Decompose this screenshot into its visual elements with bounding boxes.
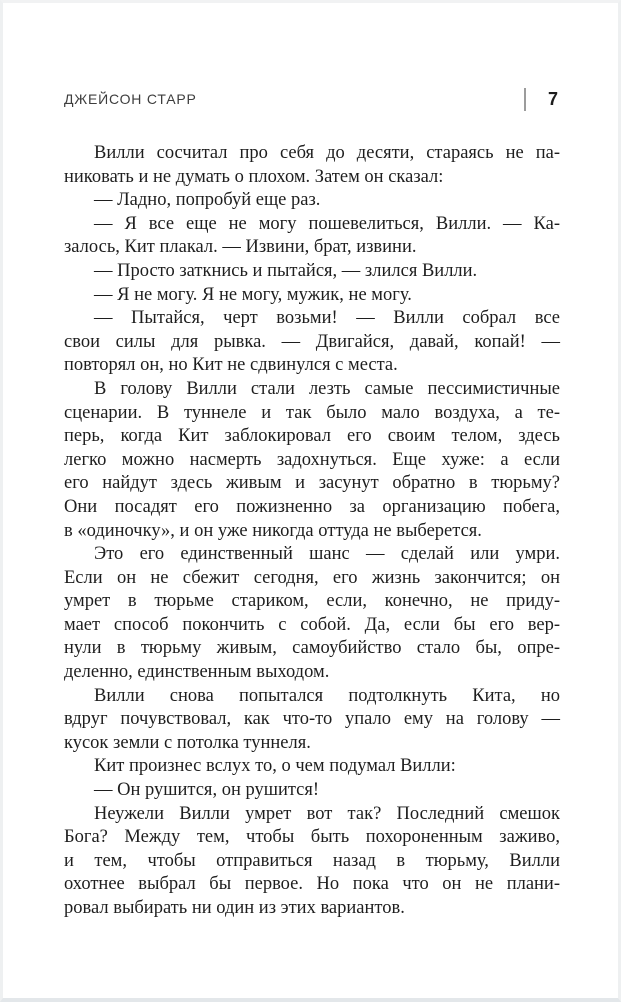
paragraph — [64, 779, 560, 803]
paragraph — [64, 803, 560, 921]
text-line: Кит произнес вслух то, о чем подумал Вилли: — [94, 756, 456, 777]
text-line: сценарии. В туннеле и так было мало воздуха, а те- — [64, 402, 560, 423]
header-author: ДЖЕЙСОН СТАРР — [64, 91, 197, 107]
text-line: повторял он, но Кит не сдвинулся с места. — [64, 355, 398, 376]
text-line: Вилли снова попытался подтолкнуть Кита, но — [94, 685, 560, 706]
paragraph — [64, 284, 560, 308]
text-line: нули в тюрьму живым, самоубийство стало бы, опре- — [64, 638, 560, 659]
text-line: Если он не сбежит сегодня, его жизнь закончится; он — [64, 567, 560, 588]
page-number-group — [524, 88, 558, 111]
text-line: залось, Кит плакал. — Извини, брат, извини. — [64, 237, 417, 258]
paragraph — [64, 543, 560, 685]
text-line: Они посадят его пожизненно за организацию побега, — [64, 496, 560, 517]
paragraph — [64, 755, 560, 779]
page-number-divider — [524, 88, 526, 111]
text-line: — Я не могу. Я не могу, мужик, не могу. — [94, 284, 412, 305]
page-number: 7 — [547, 88, 558, 109]
text-line: свои силы для рывка. — Двигайся, давай, копай! — — [64, 331, 560, 352]
text-line: мает способ покончить с собой. Да, если бы его вер- — [64, 614, 560, 635]
paragraph — [64, 260, 560, 284]
text-line: Это его единственный шанс — сделай или умри. — [94, 544, 560, 565]
text-line: и тем, чтобы отправиться назад в тюрьму, Вилли — [64, 850, 560, 871]
text-line: — Я все еще не могу пошевелиться, Вилли. — Ка- — [94, 213, 560, 234]
paragraph — [64, 142, 560, 189]
paragraph — [64, 685, 560, 756]
text-line: его найдут здесь живым и засунут обратно в тюрьму? — [64, 473, 560, 494]
text-line: кусок земли с потолка туннеля. — [64, 732, 311, 753]
text-line: — Пытайся, черт возьми! — Вилли собрал все — [94, 308, 560, 329]
text-line: легко можно насмерть задохнуться. Еще хуже: а если — [64, 449, 560, 470]
text-line: деленно, единственным выходом. — [64, 662, 330, 683]
page-text — [64, 142, 560, 921]
text-line: — Он рушится, он рушится! — [94, 780, 320, 801]
running-header — [64, 87, 558, 111]
text-line: ровал выбирать ни один из этих вариантов. — [64, 898, 405, 918]
paragraph — [64, 213, 560, 260]
text-line: В голову Вилли стали лезть самые пессимистичные — [94, 378, 560, 399]
text-line: Бога? Между тем, чтобы быть похороненным заживо, — [64, 827, 560, 848]
text-line: умрет в тюрьме стариком, если, конечно, не приду- — [64, 591, 560, 612]
text-line: — Ладно, попробуй еще раз. — [94, 190, 321, 211]
text-line: никовать и не думать о плохом. Затем он сказал: — [64, 166, 444, 187]
text-line: — Просто заткнись и пытайся, — злился Вилли. — [94, 260, 478, 281]
text-line: Неужели Вилли умрет вот так? Последний смешок — [94, 803, 560, 824]
paragraph — [64, 378, 560, 543]
paragraph — [64, 189, 560, 213]
text-line: вдруг почувствовал, как что-то упало ему на голову — — [64, 709, 560, 730]
paragraph — [64, 307, 560, 378]
text-line: перь, когда Кит заблокировал его своим телом, здесь — [64, 426, 560, 447]
text-line: Вилли сосчитал про себя до десяти, стараясь не па- — [94, 143, 560, 163]
text-line: в «одиночку», и он уже никогда оттуда не выберется. — [64, 520, 482, 541]
text-line: охотнее выбрал бы первое. Но пока что он не плани- — [64, 874, 560, 895]
